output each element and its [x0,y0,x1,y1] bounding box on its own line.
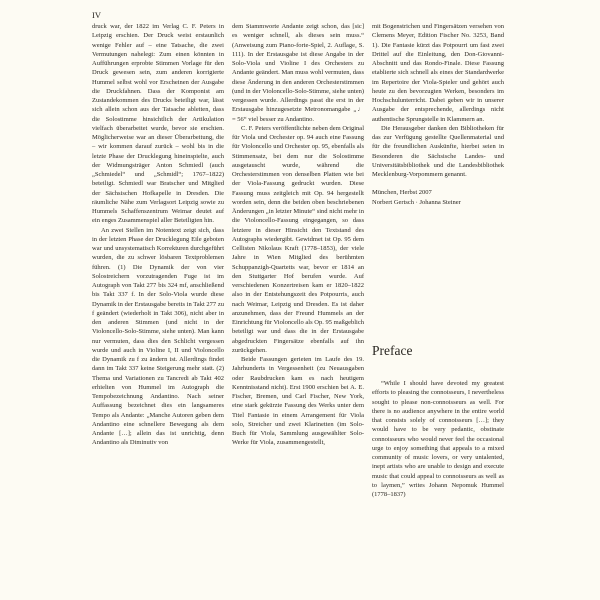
paragraph: An zwei Stellen im Notentext zeigt sich, dass in der letzten Phase der Drucklegung Eile geboten war und unsystematisch Korrekturen durchgeführt wurden, die zu schwer lösbaren Textproblemen führen. (1) Die Dynamik der von vier Solostreichern vorzutragenden Fuge ist im Autograph von Takt 277 bis 324 mf, anschließend bis Takt 337 f. In der Solo-Viola wurde diese Dynamik in der Erstausgabe bereits in Takt 277 zu f geändert (wiederholt in Takt 306), nicht aber in den anderen Stimmen (und nicht in der Violoncello-Solo-Stimme, siehe unten). Man kann nur vermuten, dass dies den Schlicht vergessen wurde und auch in Violine I, II und Violoncello die Dynamik zu f zu ändern ist. Allerdings findet dann im Takt 337 keine Steigerung mehr statt. (2) Thema und Variationen zu Tancredi ab Takt 402 erhielten von Hummel im Autograph die Tempobezeichnung Andantino. Nach seiner Auffassung bezeichnet dies ein langsameres Tempo als Andante: „Manche Autoren geben dem Andantino eine schnellere Bewegung als dem Andante […]; allein das ist unrichtig, denn Andantino als Diminutiv von [92,226,224,447]
paragraph: dem Stammworte Andante zeigt schon, das [sic] es weniger schnell, als dieses sein muss.“ (Anweisung zum Piano-forte-Spiel, 2. Auflage, S. 111). In der Erstausgabe ist diese Angabe in der Solo-Viola und Violine I des Orchesters zu Andante geändert. Man muss wohl vermuten, dass diese Änderung in den anderen Orchesterstimmen (und in der Violoncello-Solo-Stimme, siehe unten) vergessen wurde. Allerdings passt die erst in der Erstausgabe hinzugesetzte Metronomangabe „♩ = 56“ viel besser zu Andantino. [232,23,364,123]
column-2 [232,22,364,448]
paragraph: Beide Fassungen gerieten im Laufe des 19. Jahrhunderts in Vergessenheit (zu Neuausgaben oder Raubdrucken kam es nach heutigem Kenntnisstand nicht). Erst 1900 erschien bei A. E. Fischer, Bremen, und Carl Fischer, New York, eine stark gekürzte Fassung des Werks unter dem Titel Fantasie in einem Arrangement für Viola solo, Streicher und zwei Klarinetten (im Solo-Buch für Viola, Sammlung ausgewählter Solo-Werke für Viola, zusammengestellt, [232,356,364,447]
paragraph: druck war, der 1822 im Verlag C. F. Peters in Leipzig erschien. Der Druck weist erstaunlich wenige Fehler auf – eine Tatsache, die zwei Vermutungen nahelegt: Zum einen könnten in Aufführungen erprobte Stimmen Vorlage für den Druck gewesen sein, zum anderen korrigierte Hummel selbst wohl vor Erscheinen der Ausgabe die Druckfahnen. Dass der Komponist am Zustandekommen des Drucks beteiligt war, lässt sich allein schon aus der Tatsache ableiten, dass die Solostimme hinsichtlich der Artikulation vielfach überarbeitet wurde, bevor sie erschien. Möglicherweise war an dieser Überarbeitung, die – wir kommen darauf zurück – wohl bis in die letzte Phase der Drucklegung hineinspielte, auch der Widmungsträger Anton Schmiedl (auch „Schmiedel“ und „Schmidl“; 1767–1822) beteiligt. Schmiedl war Bratscher und Mitglied der Sächsischen Hofkapelle in Dresden. Die räumliche Nähe zum Verlagsort Leipzig sowie zu Hummels Schaffenszentrum Weimar deutet auf ein enges Zusammenspiel aller Beteiligten hin. [92,23,224,225]
paragraph: “While I should have devoted my greatest efforts to pleasing the connoisseurs, I nevertheless sought to please non-connoisseurs as well. For there is no audience anywhere in the entire world that consists solely of connoisseurs […]; they would have to be very pedantic, obstinate connoisseurs who would never feel the occasional urge to enjoy something that appeals to a mixed community of music lovers, or very untalented, inept artists who are unable to design and execute music that could appeal to connoisseurs as well as to laymen,” writes Johann Nepomuk Hummel (1778–1837) [372,380,504,498]
column-1 [92,22,224,448]
preface-text-block [372,379,504,499]
column-3 [372,22,504,207]
paragraph: Die Herausgeber danken den Bibliotheken für das zur Verfügung gestellte Quellenmaterial und für die freundlichen Auskünfte, hierbei seien in Besonderen die Sächsische Landes- und Universitätsbibliothek und die Landesbibliothek Mecklenburg-Vorpommern genannt. [372,124,504,178]
paragraph: C. F. Peters veröffentlichte neben dem Original für Viola und Orchester op. 94 auch eine Fassung für Violoncello und Orchester op. 95, ebenfalls als Stimmensatz, bei dem nur die Solostimme ausgetauscht wurde, während die Orchesterstimmen von denselben Platten wie bei der Viola-Fassung gedruckt wurden. Diese Fassung muss zeitgleich mit Op. 94 hergestellt worden sein, denn die beiden oben beschriebenen Änderungen „in letzter Minute“ sind nicht mehr in die Violoncello-Fassung eingegangen, so dass letztere in dieser Hinsicht den Textstand des Autographs wiedergibt. Gewidmet ist Op. 95 dem Cellisten Nikolaus Kraft (1778–1853), der viele Jahre in Wien Mitglied des berühmten Schuppanzigh-Quartetts war, bevor er 1814 an den Stuttgarter Hof berufen wurde. Auf verschiedenen Konzertreisen kam er 1820–1822 also in der Entstehungszeit des Potpourris, auch nach Weimar, Leipzig und Dresden. Es ist daher anzunehmen, dass der Freund Hummels an der Einrichtung für Violoncello als Op. 95 maßgeblich beteiligt war und dass die in der Erstausgabe abgedruckten Fingersätze ebenfalls auf ihn zurückgehen. [232,124,364,354]
paragraph: mit Bogenstrichen und Fingersätzen versehen von Clemens Meyer, Edition Fischer No. 3253, Band 1). Die Fantasie kürzt das Potpourri um fast zwei Drittel auf die Einleitung, den Don-Giovanni-Abschnitt und das Rondo-Finale. Diese Fassung etablierte sich schnell als eines der Standardwerke im Repertoire der Viola-Spieler und gehört auch heute zu den bevorzugten Werken, besonders im Hochschulunterricht. Dabei geben wir in unserer Ausgabe der entsprechende, allerdings nicht authentische Sprungstelle in Klammern an. [372,23,504,123]
preface-heading: Preface [372,343,413,358]
signoff-place: München, Herbst 2007 [372,189,432,197]
page-number: IV [92,10,101,20]
signoff-names: Norbert Gertsch · Johanna Steiner [372,198,461,206]
